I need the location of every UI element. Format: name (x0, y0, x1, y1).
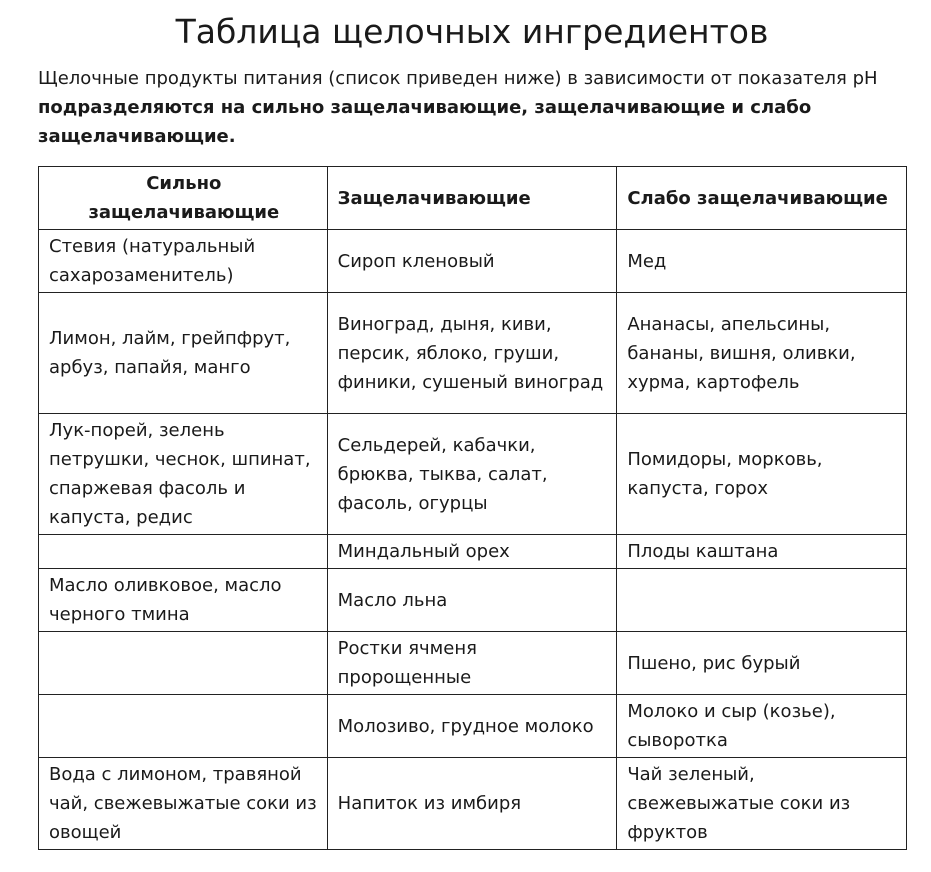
header-strongly-alkalizing: Сильно защелачивающие (39, 167, 328, 230)
table-row (39, 758, 907, 850)
header-weakly-alkalizing: Слабо защелачивающие (617, 167, 907, 230)
intro-paragraph (38, 64, 918, 151)
table-cell: Масло оливковое, масло черного тмина (39, 569, 328, 632)
table-cell: Ананасы, апельсины, бананы, вишня, оливки, хурма, картофель (617, 293, 907, 414)
header-alkalizing: Защелачивающие (327, 167, 617, 230)
table-cell: Масло льна (327, 569, 617, 632)
table-row (39, 414, 907, 535)
table-cell: Помидоры, морковь, капуста, горох (617, 414, 907, 535)
table-cell: Плоды каштана (617, 535, 907, 569)
table-row (39, 632, 907, 695)
intro-text: Щелочные продукты питания (список приведен ниже) в зависимости от показателя pH (38, 68, 878, 89)
table-cell: Вода с лимоном, травяной чай, свежевыжатые соки из овощей (39, 758, 328, 850)
table-cell: Напиток из имбиря (327, 758, 617, 850)
table-cell: Молозиво, грудное молоко (327, 695, 617, 758)
table-header-row (39, 167, 907, 230)
table-cell: Пшено, рис бурый (617, 632, 907, 695)
table-cell: Лук-порей, зелень петрушки, чеснок, шпинат, спаржевая фасоль и капуста, редис (39, 414, 328, 535)
table-cell: Сельдерей, кабачки, брюква, тыква, салат, фасоль, огурцы (327, 414, 617, 535)
table-row (39, 293, 907, 414)
table-cell (39, 632, 328, 695)
table-cell: Стевия (натуральный сахарозаменитель) (39, 230, 328, 293)
page-title: Таблица щелочных ингредиентов (175, 12, 769, 51)
table-cell (39, 695, 328, 758)
table-cell (39, 535, 328, 569)
table-row (39, 535, 907, 569)
table-cell: Сироп кленовый (327, 230, 617, 293)
table-cell (617, 569, 907, 632)
intro-bold-text: подразделяются на сильно защелачивающие, защелачивающие и слабо защелачивающие. (38, 97, 812, 147)
table-cell: Чай зеленый, свежевыжатые соки из фруктов (617, 758, 907, 850)
alkaline-ingredients-table (38, 166, 907, 850)
table-cell: Молоко и сыр (козье), сыворотка (617, 695, 907, 758)
table-row (39, 569, 907, 632)
table-row (39, 230, 907, 293)
table-row (39, 695, 907, 758)
table-cell: Виноград, дыня, киви, персик, яблоко, груши, финики, сушеный виноград (327, 293, 617, 414)
table-cell: Мед (617, 230, 907, 293)
table-cell: Миндальный орех (327, 535, 617, 569)
table-cell: Лимон, лайм, грейпфрут, арбуз, папайя, манго (39, 293, 328, 414)
table-cell: Ростки ячменя пророщенные (327, 632, 617, 695)
